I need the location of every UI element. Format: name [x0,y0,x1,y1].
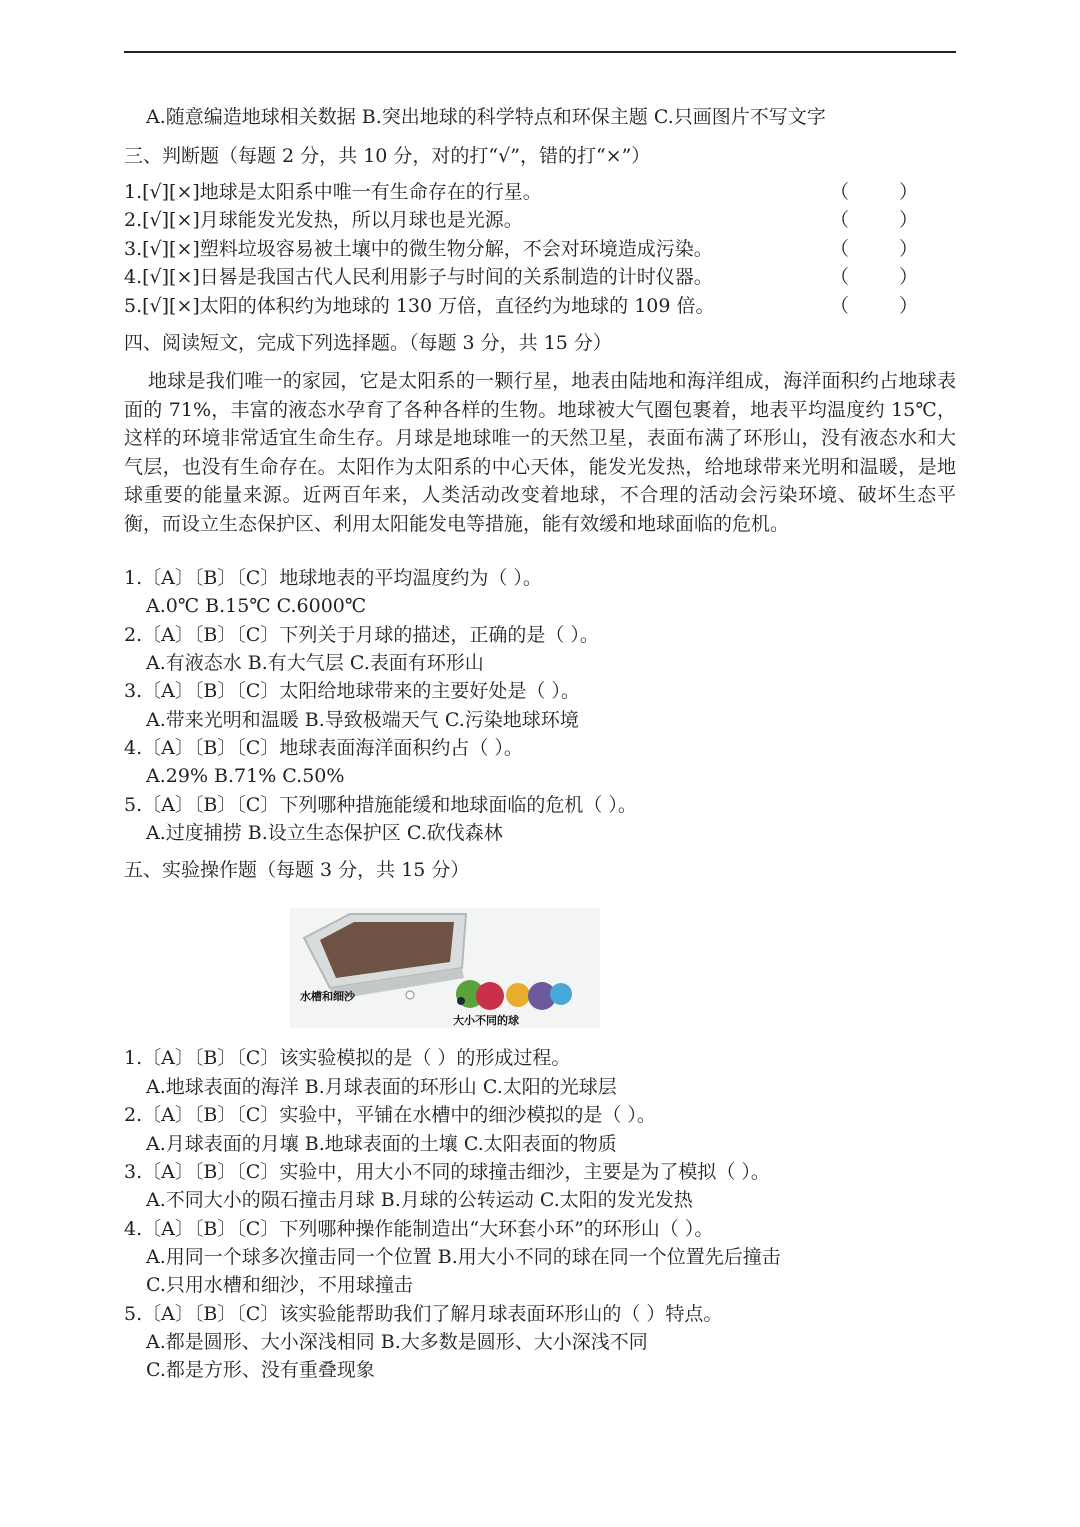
judge-item-4: 4.[√][×]日晷是我国古代人民利用影子与时间的关系制造的计时仪器。 [124,266,713,288]
judge-item-5: 5.[√][×]太阳的体积约为地球的 130 万倍，直径约为地球的 109 倍。 [124,295,715,317]
experiment-options-5a: A.都是圆形、大小深浅相同 B.大多数是圆形、大小深浅不同 [146,1331,648,1353]
experiment-figure [290,908,600,1028]
judge-item-1: 1.[√][×]地球是太阳系中唯一有生命存在的行星。 [124,181,542,203]
experiment-options-4a: A.用同一个球多次撞击同一个位置 B.用大小不同的球在同一个位置先后撞击 [146,1246,781,1268]
section2-last-options: A.随意编造地球相关数据 B.突出地球的科学特点和环保主题 C.只画图片不写文字 [146,106,826,128]
reading-passage-text: 地球是我们唯一的家园，它是太阳系的一颗行星，地表由陆地和海洋组成，海洋面积约占地球表面的 71%，丰富的液态水孕育了各种各样的生物。地球被大气圈包裹着，地表平均温度约 15℃，这样的环境非常适宜生命生存。月球是地球唯一的天然卫星，表面布满了环形山，没有液态水和大气层，也没有生命存在。太阳作为太阳系的中心天体，能发光发热，给地球带来光明和温暖，是地球重要的能量来源。近两百年来，人类活动改变着地球，不合理的活动会污染环境、破坏生态平衡，而设立生态保护区、利用太阳能发电等措施，能有效缓和地球面临的危机。 [124,370,956,535]
header-rule [124,51,956,53]
experiment-options-4b: C.只用水槽和细沙，不用球撞击 [146,1274,413,1296]
tray-label: 水槽和细沙 [300,990,355,1003]
answer-blank-5: （ ） [830,295,941,317]
ball-yellow [506,983,530,1007]
reading-options-4: A.29% B.71% C.50% [146,765,345,787]
answer-blank-1: （ ） [830,181,941,203]
reading-options-5: A.过度捕捞 B.设立生态保护区 C.砍伐森林 [146,822,503,844]
ball-red [476,982,504,1010]
reading-options-3: A.带来光明和温暖 B.导致极端天气 C.污染地球环境 [146,709,579,731]
judge-item-2: 2.[√][×]月球能发光发热，所以月球也是光源。 [124,209,523,231]
judge-item-3: 3.[√][×]塑料垃圾容易被土壤中的微生物分解，不会对环境造成污染。 [124,238,713,260]
experiment-options-5b: C.都是方形、没有重叠现象 [146,1359,375,1381]
experiment-question-1: 1.〔A〕〔B〕〔C〕该实验模拟的是（ ）的形成过程。 [124,1047,571,1069]
reading-question-1: 1.〔A〕〔B〕〔C〕地球地表的平均温度约为（ ）。 [124,567,542,589]
experiment-question-4: 4.〔A〕〔B〕〔C〕下列哪种操作能制造出“大环套小环”的环形山（ ）。 [124,1218,714,1240]
reading-question-3: 3.〔A〕〔B〕〔C〕太阳给地球带来的主要好处是（ ）。 [124,680,580,702]
reading-question-2: 2.〔A〕〔B〕〔C〕下列关于月球的描述，正确的是（ ）。 [124,624,599,646]
experiment-question-2: 2.〔A〕〔B〕〔C〕实验中，平铺在水槽中的细沙模拟的是（ ）。 [124,1104,656,1126]
reading-options-2: A.有液态水 B.有大气层 C.表面有环形山 [146,652,484,674]
balls-label: 大小不同的球 [453,1014,519,1027]
ball-small-dark [457,997,465,1005]
section5-title: 五、实验操作题（每题 3 分，共 15 分） [124,859,470,881]
section3-title: 三、判断题（每题 2 分，共 10 分，对的打“√”，错的打“×”） [124,145,651,167]
reading-options-1: A.0℃ B.15℃ C.6000℃ [146,595,367,617]
experiment-question-5: 5.〔A〕〔B〕〔C〕该实验能帮助我们了解月球表面环形山的（ ）特点。 [124,1303,723,1325]
ball-tiny [406,991,414,999]
reading-question-5: 5.〔A〕〔B〕〔C〕下列哪种措施能缓和地球面临的危机（ ）。 [124,794,637,816]
answer-blank-4: （ ） [830,266,941,288]
section4-title: 四、阅读短文，完成下列选择题。（每题 3 分，共 15 分） [124,332,612,354]
answer-blank-2: （ ） [830,209,941,231]
ball-blue [550,983,572,1005]
experiment-options-3: A.不同大小的陨石撞击月球 B.月球的公转运动 C.太阳的发光发热 [146,1189,693,1211]
reading-passage [124,367,956,538]
reading-question-4: 4.〔A〕〔B〕〔C〕地球表面海洋面积约占（ ）。 [124,737,523,759]
answer-blank-3: （ ） [830,238,941,260]
experiment-question-3: 3.〔A〕〔B〕〔C〕实验中，用大小不同的球撞击细沙，主要是为了模拟（ ）。 [124,1161,770,1183]
experiment-options-1: A.地球表面的海洋 B.月球表面的环形山 C.太阳的光球层 [146,1076,617,1098]
tray-illustration [290,908,600,1028]
experiment-options-2: A.月球表面的月壤 B.地球表面的土壤 C.太阳表面的物质 [146,1133,617,1155]
